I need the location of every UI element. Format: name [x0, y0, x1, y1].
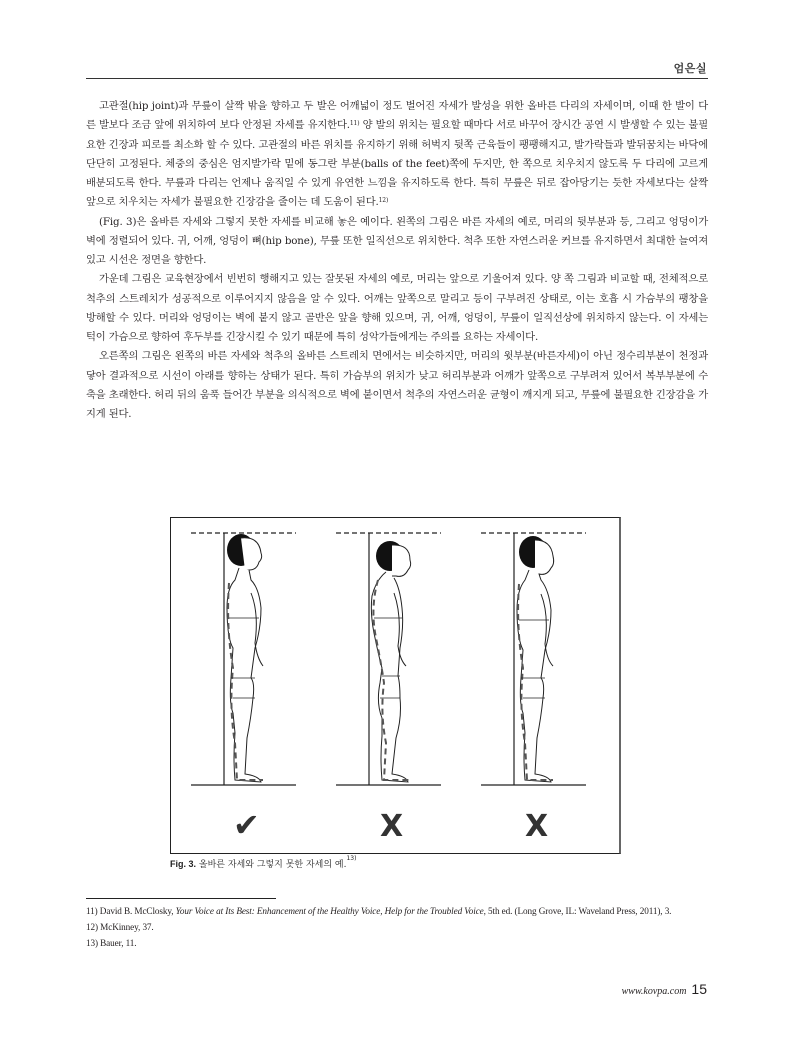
posture-figure: [170, 517, 621, 854]
footnote-text: David B. McClosky,: [97, 906, 176, 916]
footnote-book-title: Your Voice at Its Best: Enhancement of the Healthy Voice, Help for the Troubled Voice: [175, 906, 484, 916]
header-rule: [86, 78, 708, 79]
footnote-number: 12): [86, 922, 98, 932]
page-footer: [622, 981, 707, 997]
paragraph-text: 고관절(hip joint)과 무릎이 살짝 밖을 향하고 두 발은 어깨넓이 정도 벌어진 자세가 발성을 위한 올바른 다리의 자세이며, 이때 한 발이 다른 발보다 조금 앞에 위치하여 보다 안정된 자세를 유지한다.: [86, 100, 708, 132]
figure-panel-forward-head: [336, 533, 441, 844]
x-mark-icon: X: [380, 809, 404, 844]
caption-text: 올바른 자세와 그렇지 못한 자세의 예.: [196, 860, 347, 870]
footnote-text: McKinney, 37.: [97, 922, 154, 932]
paragraph-text: 양 발의 위치는 필요할 때마다 서로 바꾸어 장시간 공연 시 발생할 수 있는 불필요한 긴장과 피로를 최소화 할 수 있다. 고관절의 바른 위치를 유지하기 위해 허벅지 뒷쪽 근육들이 팽팽해지고, 발가락들과 발뒤꿈치는 바닥에 단단히 고정된다. 체중의 중심은 엄지발가락 밑에 동그란 부분(balls of the feet)쪽에 두지만, 한 쪽으로 치우치지 않도록 두 다리에 고르게 배분되도록 한다. 무릎과 다리는 언제나 움직일 수 있게 유연한 느낌을 유지하도록 한다. 특히 무릎은 뒤로 잡아당기는 듯한 자세보다는 살짝 앞으로 치우치는 자세가 불필요한 긴장감을 줄이는 데 도움이 된다.: [86, 119, 708, 209]
paragraph-1: [86, 97, 708, 213]
figure-panel-correct: [191, 533, 296, 844]
footnote-text: Bauer, 11.: [97, 938, 137, 948]
footnote-number: 13): [86, 938, 98, 948]
caption-label: Fig. 3.: [170, 859, 197, 869]
paragraph-2: (Fig. 3)은 올바른 자세와 그렇지 못한 자세를 비교해 놓은 예이다. 왼쪽의 그림은 바른 자세의 예로, 머리의 뒷부분과 등, 그리고 엉덩이가 벽에 정렬되어 있다. 귀, 어깨, 엉덩이 뼈(hip bone), 무릎 또한 일직선으로 위치한다. 척추 또한 자연스러운 커브를 유지하면서 최대한 늘여져 있고 시선은 정면을 향한다.: [86, 215, 708, 266]
x-mark-icon: X: [525, 809, 549, 844]
running-header-author: 엄은실: [673, 62, 707, 75]
footer-url[interactable]: www.kovpa.com: [621, 986, 687, 997]
footnote-number: 11): [86, 906, 98, 916]
footnote-rule: [86, 898, 276, 899]
footnote-12: [86, 919, 708, 935]
footnote-11: [86, 903, 708, 919]
figure-panel-head-down: [481, 533, 586, 844]
posture-illustration: [171, 518, 622, 855]
checkmark-icon: ✔: [233, 806, 260, 844]
paragraph-3: 가운데 그림은 교육현장에서 빈번히 행해지고 있는 잘못된 자세의 예로, 머리는 앞으로 기울어져 있다. 양 쪽 그림과 비교할 때, 전체적으로 척추의 스트레치가 성공적으로 이루어지지 않음을 알 수 있다. 어깨는 앞쪽으로 말리고 등이 구부려진 상태로, 이는 호흡 시 가슴부의 팽창을 방해할 수 있다. 머리와 엉덩이는 벽에 붙지 않고 골반은 앞을 향해 있으며, 귀, 어깨, 엉덩이, 무릎이 일직선상에 위치하지 않는다. 이 자세는 턱이 가슴으로 향하여 후두부를 긴장시킬 수 있기 때문에 특히 성악가들에게는 주의를 요하는 자세이다.: [86, 273, 708, 343]
footnotes: [86, 903, 708, 951]
footnote-ref-11[interactable]: 11): [349, 120, 360, 128]
footnote-ref-13[interactable]: 13): [346, 855, 357, 862]
page-number: 15: [691, 981, 707, 997]
body-text: [86, 97, 708, 424]
paragraph-4: 오른쪽의 그림은 왼쪽의 바른 자세와 척추의 올바른 스트레치 면에서는 비슷하지만, 머리의 윗부분(바른자세)이 아닌 정수리부분이 천정과 닿아 결과적으로 시선이 아래를 향하는 상태가 된다. 특히 가슴부의 위치가 낮고 허리부분과 어깨가 앞쪽으로 구부려져 있어서 복부부분에 수축을 초래한다. 허리 뒤의 움푹 들어간 부분을 의식적으로 벽에 붙이면서 척추의 자연스러운 균형이 깨지게 되고, 무릎에 불필요한 긴장감을 가지게 된다.: [86, 350, 708, 420]
footnote-13: [86, 935, 708, 951]
figure-caption: [170, 857, 356, 870]
footnote-text: , 5th ed. (Long Grove, IL: Waveland Press, 2011), 3.: [483, 906, 672, 916]
footnote-ref-12[interactable]: 12): [378, 197, 389, 205]
